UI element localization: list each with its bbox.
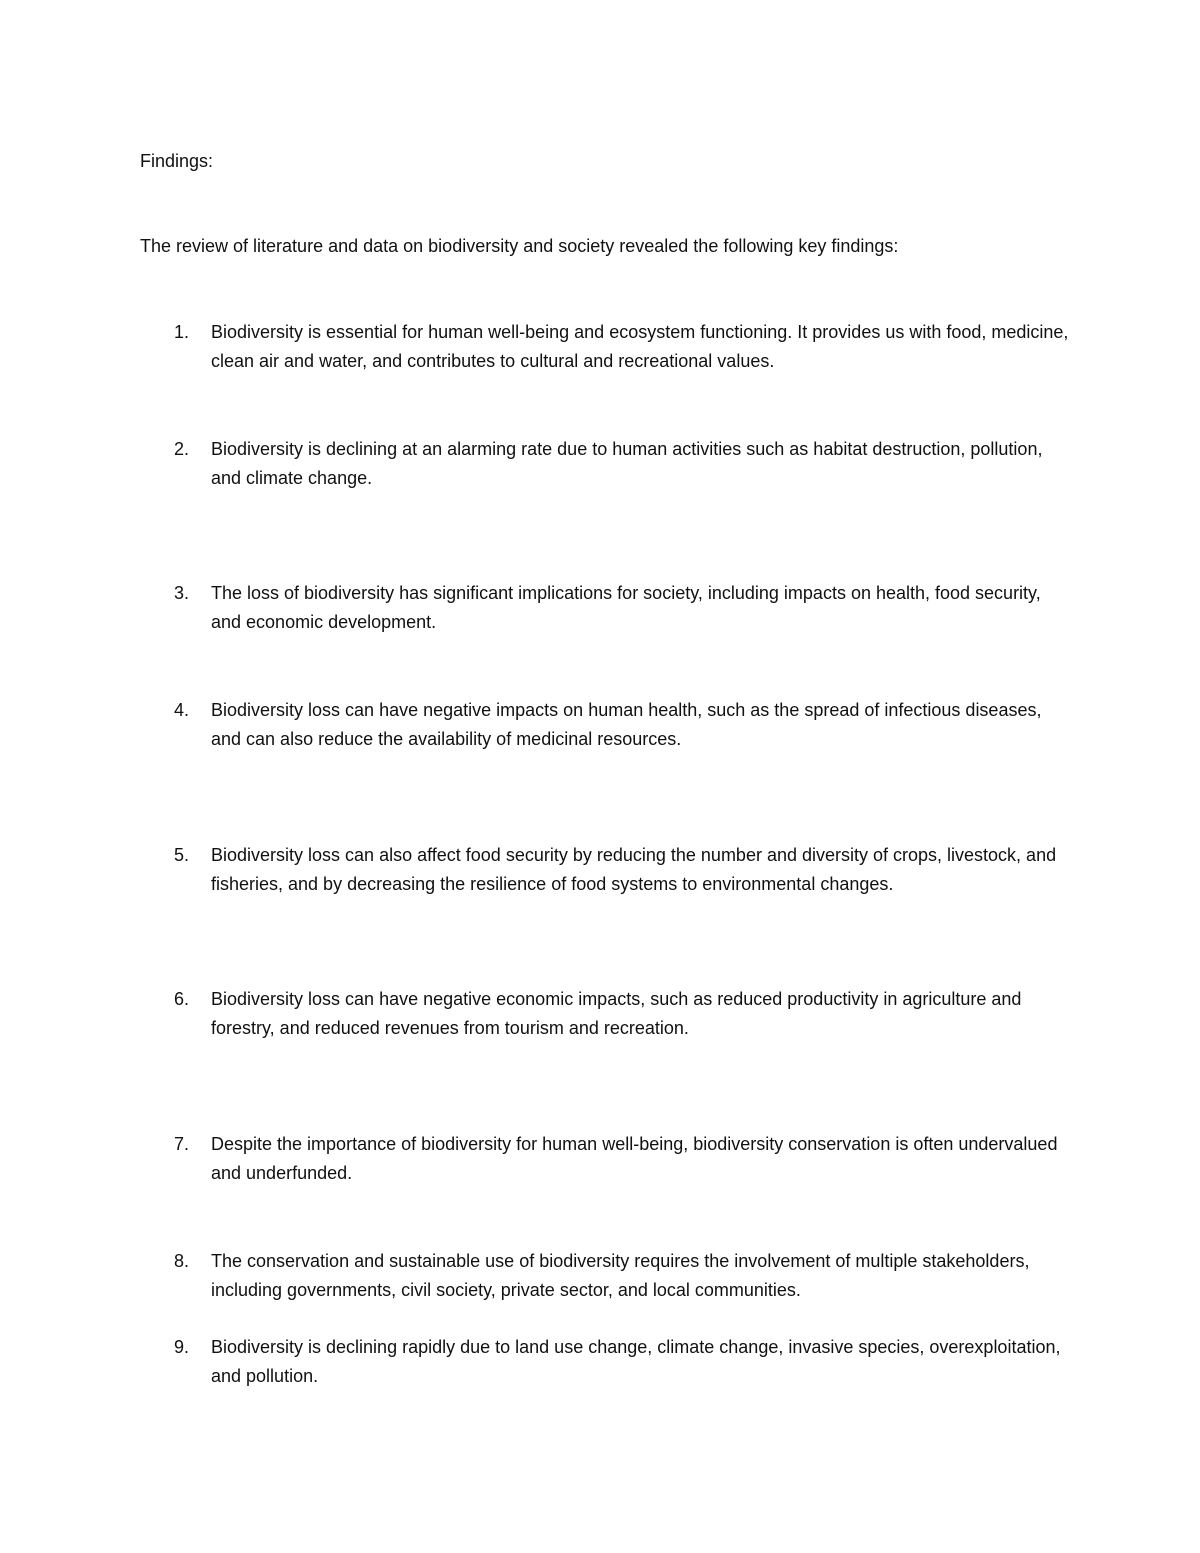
finding-text: Biodiversity loss can have negative impacts on human health, such as the spread of infectious diseases, and can also reduce the availability of medicinal resources. — [211, 700, 1042, 749]
finding-number: 1. — [174, 322, 190, 342]
finding-number: 2. — [174, 439, 190, 459]
finding-text: Biodiversity loss can have negative economic impacts, such as reduced productivity in agriculture and forestry, and reduced revenues from tourism and recreation. — [211, 989, 1022, 1038]
finding-text: Biodiversity is declining at an alarming rate due to human activities such as habitat destruction, pollution, and climate change. — [211, 439, 1043, 488]
finding-text: Biodiversity is essential for human well-being and ecosystem functioning. It provides us with food, medicine, clean air and water, and contributes to cultural and recreational values. — [211, 322, 1069, 371]
finding-number: 4. — [174, 700, 190, 720]
finding-number: 5. — [174, 845, 190, 865]
findings-heading: Findings: — [140, 151, 214, 171]
finding-text: The conservation and sustainable use of biodiversity requires the involvement of multiple stakeholders, including governments, civil society, private sector, and local communities. — [211, 1251, 1030, 1300]
finding-number: 3. — [174, 583, 190, 603]
finding-text: Biodiversity loss can also affect food security by reducing the number and diversity of crops, livestock, and fisheries, and by decreasing the resilience of food systems to environmental changes. — [211, 845, 1057, 894]
finding-text: Biodiversity is declining rapidly due to land use change, climate change, invasive species, overexploitation, and pollution. — [211, 1337, 1061, 1386]
finding-text: Despite the importance of biodiversity for human well-being, biodiversity conservation is often undervalued and underfunded. — [211, 1134, 1058, 1183]
finding-number: 9. — [174, 1337, 190, 1357]
finding-number: 6. — [174, 989, 190, 1009]
finding-number: 7. — [174, 1134, 190, 1154]
intro-paragraph: The review of literature and data on biodiversity and society revealed the following key findings: — [140, 236, 899, 256]
finding-number: 8. — [174, 1251, 190, 1271]
finding-text: The loss of biodiversity has significant implications for society, including impacts on health, food security, and economic development. — [211, 583, 1041, 632]
